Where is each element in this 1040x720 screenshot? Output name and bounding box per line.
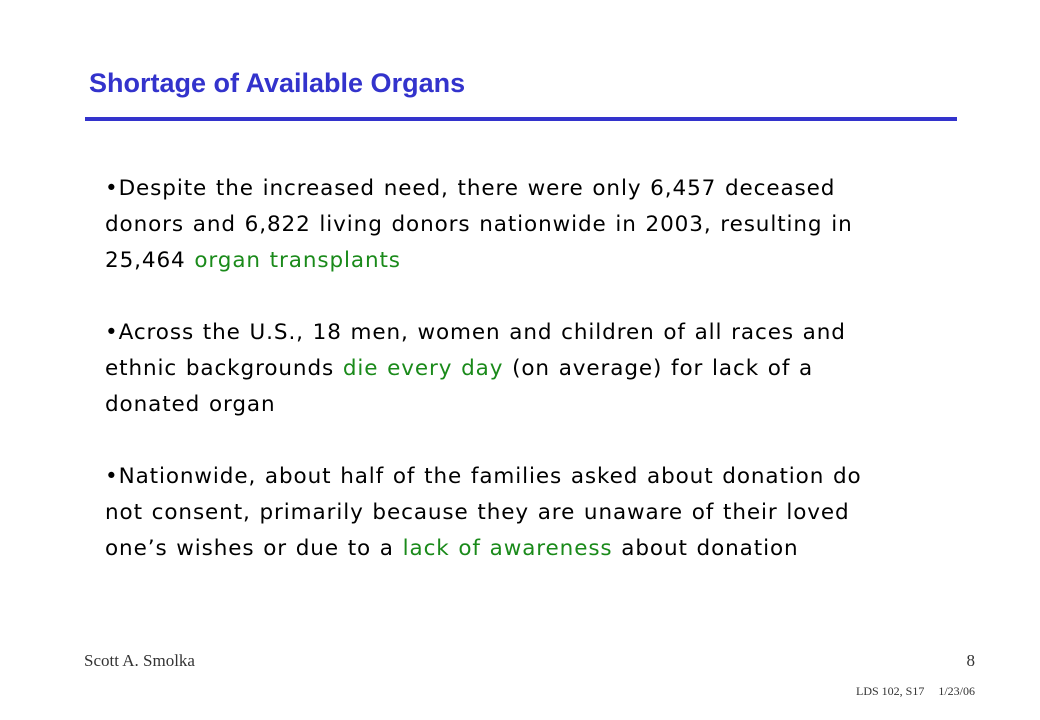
bullet-paragraph-1	[105, 171, 905, 279]
highlight-organ-transplants: organ transplants	[194, 248, 401, 273]
highlight-die-every-day: die every day	[342, 356, 504, 381]
paragraph-text: Despite the increased need, there were only 6,457 deceased donors and 6,822 living donors nationwide in 2003, resulting in 25,464	[105, 176, 853, 273]
bullet-paragraph-3	[105, 459, 905, 567]
bullet-paragraph-2	[105, 315, 905, 423]
paragraph-text: about donation	[612, 536, 799, 561]
paragraph-text: Nationwide, about half of the families asked about donation do not consent, primarily because they are unaware of their loved one’s wishes or due to a	[105, 464, 862, 561]
footer-course: LDS 102, S17	[855, 684, 925, 698]
paragraph-text: Across the U.S., 18 men, women and children of all races and ethnic backgrounds	[105, 320, 846, 381]
slide-body	[105, 171, 905, 567]
paragraph-text: (on average) for lack of a donated organ	[105, 356, 814, 417]
slide-title: Shortage of Available Organs	[89, 68, 466, 98]
footer-author: Scott A. Smolka	[84, 651, 195, 670]
bullet-icon: •	[105, 176, 119, 201]
footer-date: 1/23/06	[938, 684, 975, 698]
bullet-icon: •	[105, 464, 119, 489]
title-underline	[85, 117, 957, 121]
footer-page-number: 8	[966, 651, 975, 670]
highlight-lack-of-awareness: lack of awareness	[402, 536, 613, 561]
bullet-icon: •	[105, 320, 119, 345]
footer-course-date	[856, 684, 975, 699]
